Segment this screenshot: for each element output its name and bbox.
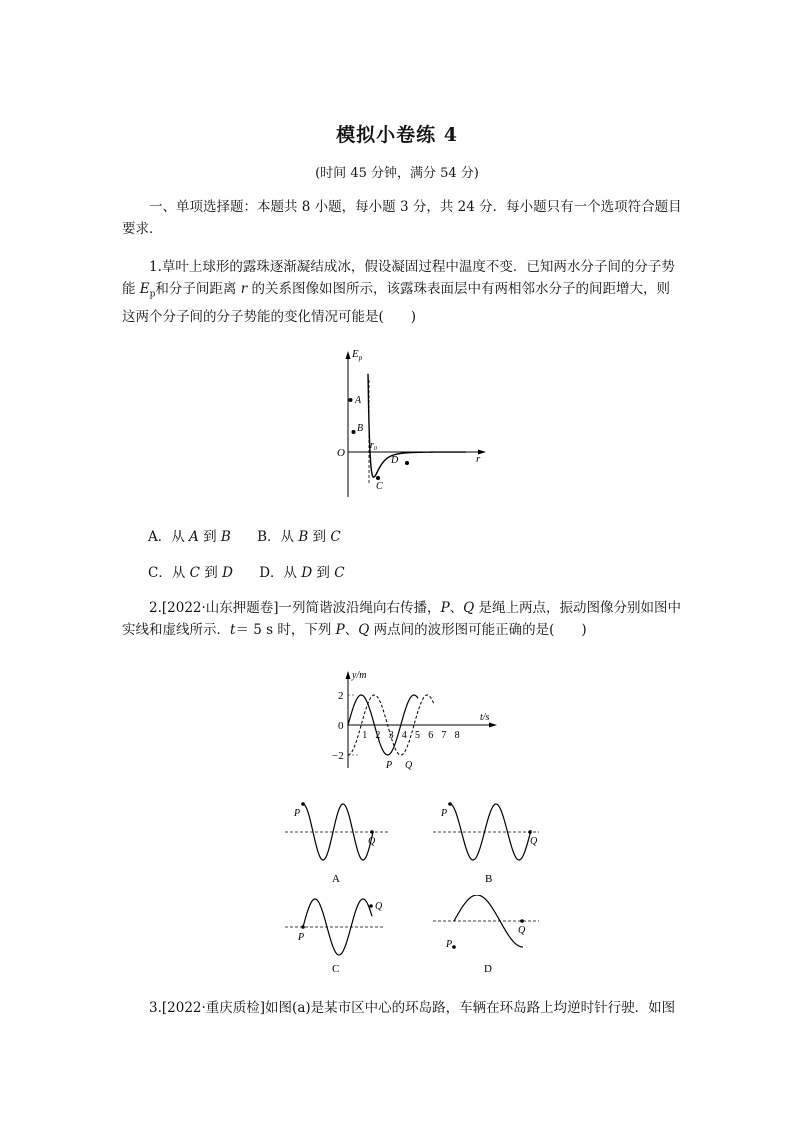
y-axis-label: $E_p$ xyxy=(352,348,363,362)
choice-a-label: A xyxy=(332,873,340,885)
x-tick-4: 4 xyxy=(401,730,407,741)
page-subtitle: (时间 45 分钟，满分 54 分) xyxy=(315,166,479,181)
ep-curve xyxy=(368,374,466,477)
curve-label-p: P xyxy=(386,760,393,771)
x-tick-7: 7 xyxy=(441,730,447,741)
svg-text:Q: Q xyxy=(375,901,383,912)
wave-choice-d[interactable] xyxy=(433,895,543,975)
point-d xyxy=(405,461,409,465)
y-tick-2: 2 xyxy=(338,690,344,702)
q1-options-row-1 xyxy=(148,525,341,545)
q1-option-d[interactable]: D．从 D 到 C xyxy=(259,565,345,581)
choice-b-label: B xyxy=(485,873,493,885)
point-c xyxy=(376,476,380,480)
q1-option-b[interactable]: B．从 B 到 C xyxy=(257,529,341,545)
label-d: D xyxy=(391,455,399,466)
svg-text:Q: Q xyxy=(518,925,526,936)
question-3-stem: 3.[2022·重庆质检]如图(a)是某市区中心的环岛路，车辆在环岛路上均逆时针行驶．如图 xyxy=(149,1000,676,1016)
q1-option-a[interactable]: A．从 A 到 B xyxy=(148,529,231,545)
wave-choice-a[interactable] xyxy=(285,800,390,885)
x-tick-1: 1 xyxy=(362,730,368,741)
curve-label-q: Q xyxy=(405,760,413,771)
svg-text:P: P xyxy=(294,808,301,819)
question-2-stem: 2.[2022·山东押题卷]一列简谐波沿绳向右传播，P、Q 是绳上两点，振动图像分别如图中实线和虚线所示．t＝ 5 s 时，下列 P、Q 两点间的波形图可能正确的是( ) xyxy=(122,600,682,638)
vibration-graph xyxy=(330,668,500,773)
svg-text:P: P xyxy=(298,932,305,943)
svg-text:Q: Q xyxy=(530,836,538,847)
wave-choice-c[interactable] xyxy=(285,895,390,975)
choice-d-label: D xyxy=(484,963,492,975)
label-c: C xyxy=(376,481,383,492)
wave-choice-b[interactable] xyxy=(433,800,543,885)
svg-text:P: P xyxy=(441,808,448,819)
q1-option-c[interactable]: C．从 C 到 D xyxy=(148,565,233,581)
svg-text:Q: Q xyxy=(368,836,376,847)
section-heading: 一、单项选择题：本题共 8 小题，每小题 3 分，共 24 分．每小题只有一个选项符合题目要求． xyxy=(122,199,682,237)
x-tick-2: 2 xyxy=(375,730,381,741)
y-axis-label: y/m xyxy=(352,670,367,681)
point-a xyxy=(349,398,353,402)
page-title: 模拟小卷练 4 xyxy=(336,124,458,146)
potential-energy-graph xyxy=(330,345,490,505)
svg-text:P: P xyxy=(446,939,453,950)
r0-label: $r_0$ xyxy=(370,440,377,452)
x-tick-6: 6 xyxy=(428,730,434,741)
q1-options-row-2 xyxy=(148,561,345,581)
choice-c-label: C xyxy=(332,963,340,975)
label-a: A xyxy=(355,395,362,406)
origin-label: O xyxy=(337,447,345,459)
question-1-stem: 1.草叶上球形的露珠逐渐凝结成冰，假设凝固过程中温度不变．已知两水分子间的分子势能 $E_p$和分子间距离 r 的关系图像如图所示，该露珠表面层中有两相邻水分子的间距增大，则这两个分子间的分子势能的变化情况可能是( ) xyxy=(122,259,675,325)
y-tick-0: 0 xyxy=(338,720,344,732)
point-b xyxy=(352,430,356,434)
label-b: B xyxy=(357,423,364,434)
x-tick-8: 8 xyxy=(454,730,460,741)
x-tick-3: 3 xyxy=(388,730,394,741)
x-axis-label: r xyxy=(476,453,481,465)
y-tick-neg2: −2 xyxy=(332,750,344,762)
x-tick-5: 5 xyxy=(415,730,420,741)
x-axis-label: t/s xyxy=(480,712,490,723)
